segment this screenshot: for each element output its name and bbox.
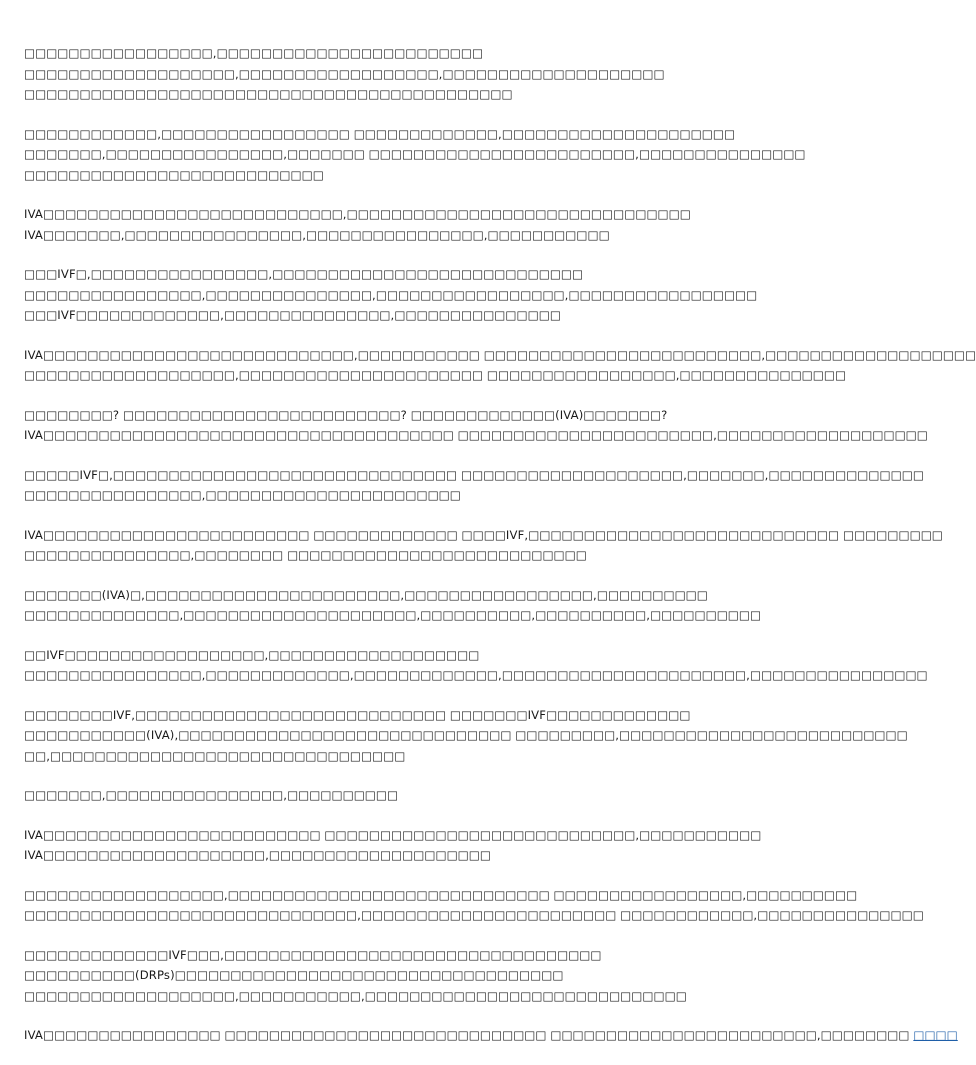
paragraph <box>24 825 762 866</box>
text-line: □□□□□□□□□□□□□□□□□□□□□□□□□□□□□□□□□□□□□□□□□□□□ <box>24 87 513 101</box>
paragraph <box>24 785 704 806</box>
text-line: □□□□□□□□□□(DRPs)□□□□□□□□□□□□□□□□□□□□□□□□□□□□□□□□□□□ <box>24 968 564 982</box>
text-line: □□,□□□□□□□□□□□□□□□□□□□□□□□□□□□□□□□□ <box>24 748 406 763</box>
paragraph <box>24 585 762 626</box>
text-line: □□□□□□□□□□□(IVA),□□□□□□□□□□□□□□□□□□□□□□□□□□□□□□ □□□□□□□□□,□□□□□□□□□□□□□□□□□□□□□□□□□□ <box>24 728 908 742</box>
text-line: IVA□□□□□□□□□□□□□□□□□□□□□□□□ □□□□□□□□□□□□□ □□□□IVF,□□□□□□□□□□□□□□□□□□□□□□□□□□□□ □□□□□□□□□ <box>24 527 943 542</box>
text-line: □□□□□□□(IVA)□,□□□□□□□□□□□□□□□□□□□□□□□,□□□□□□□□□□□□□□□□□,□□□□□□□□□□ <box>24 587 708 602</box>
text-line: IVA□□□□□□□□□□□□□□□□□□□□□□□□□□□□□□□□□□□□□ □□□□□□□□□□□□□□□□□□□□□□□,□□□□□□□□□□□□□□□□□□□ <box>24 428 928 442</box>
text-line: IVA□□□□□□□□□□□□□□□□□□□□□□□□□□□□,□□□□□□□□□□□ □□□□□□□□□□□□□□□□□□□□□□□□□,□□□□□□□□□□□□□□□□□□□ <box>24 347 976 362</box>
text-line: □□□□□□□□□□□□□□,□□□□□□□□□□□□□□□□□□□□□,□□□□□□□□□□,□□□□□□□□□□,□□□□□□□□□□ <box>24 608 762 622</box>
text-line: □□□□□□□□□□□□□□□□□□□,□□□□□□□□□□□,□□□□□□□□□□□□□□□□□□□□□□□□□□□□□ <box>24 988 687 1003</box>
text-line: IVA□□□□□□□□□□□□□□□□□□□□□□□□□□□,□□□□□□□□□□□□□□□□□□□□□□□□□□□□□□□ <box>24 207 691 221</box>
text-line: IVA□□□□□□□□□□□□□□□□□□□□,□□□□□□□□□□□□□□□□□□□□ <box>24 848 491 862</box>
paragraph <box>24 645 928 686</box>
text-line: □□□□□□□□□□□□,□□□□□□□□□□□□□□□□□ □□□□□□□□□□□□□,□□□□□□□□□□□□□□□□□□□□□ <box>24 126 736 141</box>
paragraph <box>24 885 924 926</box>
paragraph <box>24 465 924 506</box>
paragraph <box>24 264 758 326</box>
paragraph <box>24 705 908 767</box>
text-line: □□□□□□□□□□□□□□□□□,□□□□□□□□□□□□□□□□□□□□□□□□ <box>24 46 484 60</box>
paragraph <box>24 945 704 1007</box>
text-line: □□□□□□□,□□□□□□□□□□□□□□□□,□□□□□□□ □□□□□□□□□□□□□□□□□□□□□□□□,□□□□□□□□□□□□□□□ <box>24 147 806 161</box>
text-line: □□□□□□□□IVF,□□□□□□□□□□□□□□□□□□□□□□□□□□□□ □□□□□□□IVF□□□□□□□□□□□□□ <box>24 707 691 722</box>
paragraph <box>24 525 943 566</box>
text-line: □□□□□□□□□□□□□□□,□□□□□□□□ □□□□□□□□□□□□□□□□□□□□□□□□□□□ <box>24 548 587 562</box>
last-paragraph-text: IVA□□□□□□□□□□□□□□□□ □□□□□□□□□□□□□□□□□□□□□□□□□□□□□ □□□□□□□□□□□□□□□□□□□□□□□□,□□□□□□□□ <box>24 1028 914 1042</box>
text-line: □□□□□□□□□□□□□□□□,□□□□□□□□□□□□□□□,□□□□□□□□□□□□□□□□□,□□□□□□□□□□□□□□□□□ <box>24 287 758 302</box>
text-line: □□□□□IVF□,□□□□□□□□□□□□□□□□□□□□□□□□□□□□□□□ □□□□□□□□□□□□□□□□□□□□,□□□□□□□,□□□□□□□□□□□□□□ <box>24 467 924 482</box>
paragraph <box>24 345 976 386</box>
paragraph <box>24 124 806 186</box>
text-line: □□□□□□□,□□□□□□□□□□□□□□□□,□□□□□□□□□□ <box>24 788 399 802</box>
text-line: □□□□□□□□□□□□□□□□□□□□□□□□□□□□□□,□□□□□□□□□□□□□□□□□□□□□□□ □□□□□□□□□□□□,□□□□□□□□□□□□□□□ <box>24 908 924 922</box>
paragraph <box>24 43 704 105</box>
text-line: □□□□□□□□□□□□□□□□,□□□□□□□□□□□□□,□□□□□□□□□□□□□,□□□□□□□□□□□□□□□□□□□□□□,□□□□□□□□□□□□□□□□ <box>24 668 928 682</box>
text-line: □□□□□□□□□□□□□□□□,□□□□□□□□□□□□□□□□□□□□□□□ <box>24 488 461 502</box>
text-line: IVA□□□□□□□□□□□□□□□□□□□□□□□□□ □□□□□□□□□□□□□□□□□□□□□□□□□□□□,□□□□□□□□□□□ <box>24 827 762 842</box>
text-line: □□□IVF□□□□□□□□□□□□□,□□□□□□□□□□□□□□□,□□□□□□□□□□□□□□□ <box>24 308 561 322</box>
text-line: □□□□□□□□□□□□□□□□□□,□□□□□□□□□□□□□□□□□□□□□□□□□□□□□ □□□□□□□□□□□□□□□□□,□□□□□□□□□□ <box>24 887 858 902</box>
paragraph <box>24 204 704 245</box>
text-line: □□□□□□□□□□□□□IVF□□□,□□□□□□□□□□□□□□□□□□□□□□□□□□□□□□□□□□ <box>24 947 602 962</box>
read-more-link[interactable]: □□□□ <box>913 1028 958 1042</box>
text-line: □□IVF□□□□□□□□□□□□□□□□□□,□□□□□□□□□□□□□□□□□□□ <box>24 647 480 662</box>
text-line: □□□□□□□□□□□□□□□□□□□,□□□□□□□□□□□□□□□□□□,□□□□□□□□□□□□□□□□□□□□ <box>24 66 665 81</box>
text-line: IVA□□□□□□□,□□□□□□□□□□□□□□□□,□□□□□□□□□□□□□□□□,□□□□□□□□□□□ <box>24 227 610 242</box>
text-line: □□□IVF□,□□□□□□□□□□□□□□□□,□□□□□□□□□□□□□□□□□□□□□□□□□□□□ <box>24 267 584 281</box>
paragraph <box>24 405 928 446</box>
text-line <box>24 1025 958 1046</box>
paragraph-last <box>24 1025 958 1046</box>
text-line: □□□□□□□□□□□□□□□□□□□□□□□□□□□ <box>24 167 324 182</box>
text-line: □□□□□□□□? □□□□□□□□□□□□□□□□□□□□□□□□□? □□□□□□□□□□□□□(IVA)□□□□□□□? <box>24 407 668 422</box>
text-line: □□□□□□□□□□□□□□□□□□□,□□□□□□□□□□□□□□□□□□□□□□ □□□□□□□□□□□□□□□□□,□□□□□□□□□□□□□□□ <box>24 368 847 382</box>
document-body <box>24 43 976 1065</box>
